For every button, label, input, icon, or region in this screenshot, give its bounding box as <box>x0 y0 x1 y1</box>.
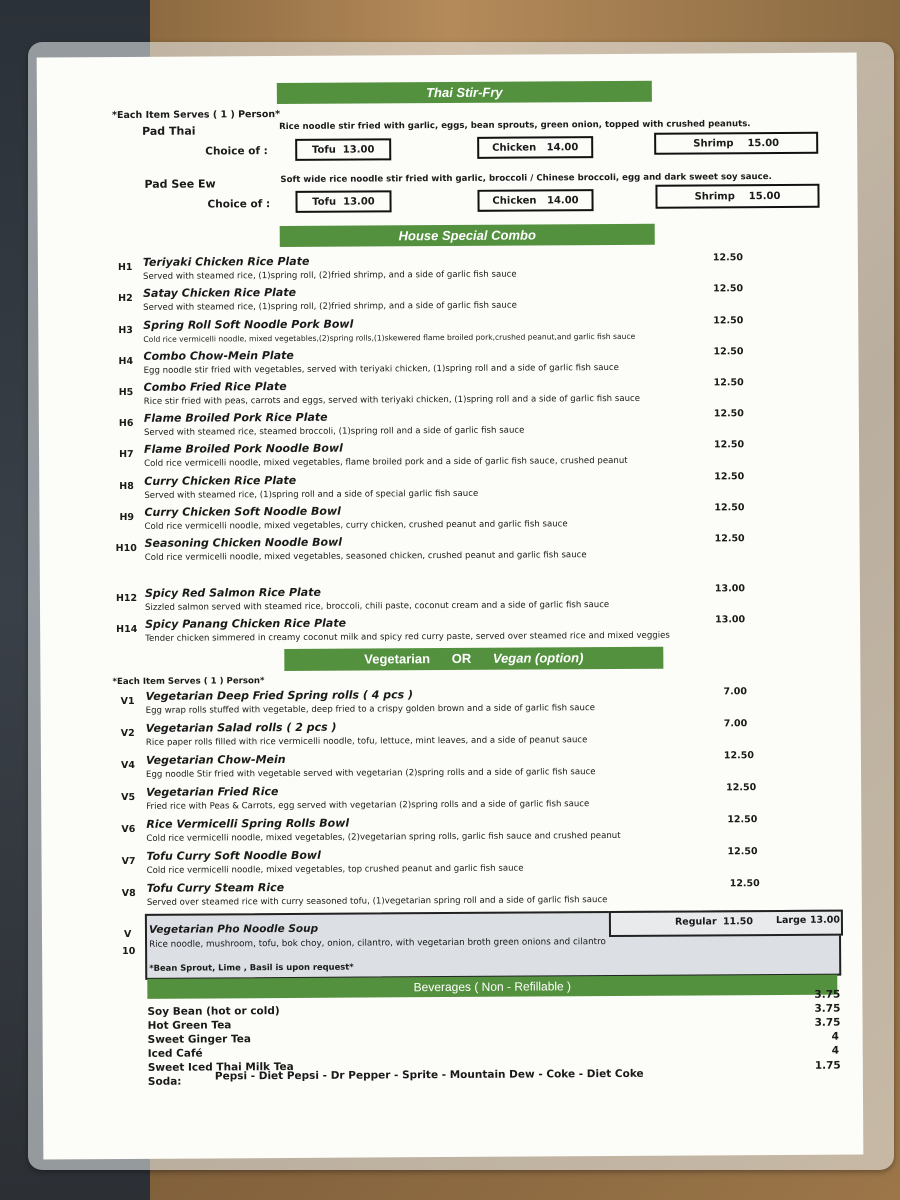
banner-vegan-option: Vegan (option) <box>492 650 584 666</box>
item-desc: Rice paper rolls filled with rice vermicelli noodle, tofu, lettuce, mint leaves, and a side of peanut sauce <box>145 735 588 748</box>
beverage-price: 1.75 <box>814 1059 841 1072</box>
beverage-hot-green-tea: Hot Green Tea <box>147 1019 232 1032</box>
item-code: V7 <box>121 855 136 868</box>
item-name: Satay Chicken Rice Plate <box>143 285 297 300</box>
item-name: Tofu Curry Steam Rice <box>146 881 285 895</box>
choice-price: 15.00 <box>747 137 780 149</box>
item-desc: Served with steamed rice, steamed broccoli, (1)spring roll and a side of garlic fish sauce <box>143 425 525 438</box>
item-price: 12.50 <box>712 252 743 264</box>
menu-item-h2 <box>38 283 858 320</box>
item-desc: Served with steamed rice, (1)spring roll, (2)fried shrimp, and a side of garlic fish sauce <box>142 269 517 282</box>
menu-item-v5 <box>41 781 861 818</box>
pho-code-top: V <box>123 928 132 940</box>
item-price: 12.50 <box>727 846 758 858</box>
item-code: H7 <box>119 448 134 461</box>
choice-pad-thai-tofu[interactable] <box>295 138 391 161</box>
beverage-price: 4 <box>831 1044 840 1057</box>
item-price: 12.50 <box>723 750 755 762</box>
banner-beverages-title: Beverages ( Non - Refillable ) <box>413 979 572 995</box>
item-name: Curry Chicken Soft Noodle Bowl <box>144 504 341 519</box>
menu-item-v1 <box>41 685 861 722</box>
pho-large-price: 13.00 <box>809 914 841 926</box>
item-price: 12.50 <box>713 315 744 327</box>
banner-vegetarian-title: Vegetarian <box>364 651 431 667</box>
banner-vegetarian-or: OR <box>451 650 472 666</box>
choice-pad-see-ew-tofu[interactable] <box>295 190 391 213</box>
menu-item-v7 <box>41 845 861 882</box>
item-price: 12.50 <box>713 439 745 451</box>
soda-list: Pepsi - Diet Pepsi - Dr Pepper - Sprite - Mountain Dew - Coke - Diet Coke <box>214 1067 644 1083</box>
item-code: H5 <box>118 386 134 399</box>
item-name: Vegetarian Fried Rice <box>146 785 279 799</box>
item-name: Flame Broiled Pork Rice Plate <box>143 410 328 425</box>
menu-item-h10 <box>40 532 860 569</box>
item-name: Tofu Curry Soft Noodle Bowl <box>146 848 321 863</box>
banner-house-special <box>280 224 655 247</box>
item-name: Vegetarian Chow-Mein <box>145 753 286 767</box>
item-price: 12.50 <box>713 283 744 295</box>
pho-regular-label: Regular <box>674 916 717 928</box>
choice-price: 13.00 <box>342 143 375 156</box>
choice-label-text: Tofu <box>312 196 337 208</box>
serves-note: *Each Item Serves ( 1 ) Person* <box>111 109 281 122</box>
item-price: 7.00 <box>723 686 748 698</box>
choice-pad-thai-shrimp[interactable] <box>654 132 818 155</box>
dish-desc-pad-see-ew: Soft wide rice noodle stir fried with garlic, broccoli / Chinese broccoli, egg and dark sweet soy sauce. <box>280 172 772 186</box>
item-desc: Served with steamed rice, (1)spring roll and a side of special garlic fish sauce <box>144 488 479 501</box>
item-price: 12.50 <box>714 533 745 545</box>
pho-large-label: Large <box>775 914 807 927</box>
item-desc: Cold rice vermicelli noodle, mixed vegetables, flame broiled pork and a side of garlic fish sauce, crushed peanut <box>144 455 628 469</box>
item-code: H4 <box>118 355 134 368</box>
soda-label: Soda: <box>147 1075 182 1088</box>
banner-vegetarian <box>284 647 663 671</box>
choice-price: 15.00 <box>748 190 781 202</box>
choice-pad-see-ew-chicken[interactable] <box>477 189 593 212</box>
serves-note-vegetarian: *Each Item Serves ( 1 ) Person* <box>112 676 265 688</box>
beverage-price: 3.75 <box>814 988 841 1001</box>
item-price: 12.50 <box>713 346 744 358</box>
choice-pad-thai-chicken[interactable] <box>477 136 593 159</box>
menu-item-h14 <box>40 613 860 650</box>
item-name: Teriyaki Chicken Rice Plate <box>142 254 310 269</box>
banner-thai-stir-fry <box>277 81 652 104</box>
item-name: Combo Chow-Mein Plate <box>143 348 294 363</box>
item-code: H9 <box>119 511 135 524</box>
beverage-price: 4 <box>831 1030 839 1043</box>
beverage-iced-cafe: Iced Café <box>147 1047 203 1060</box>
item-code: V2 <box>120 727 135 740</box>
item-price: 7.00 <box>723 718 748 730</box>
dish-name-pad-see-ew: Pad See Ew <box>144 177 216 191</box>
menu-item-v4 <box>41 749 861 786</box>
item-name: Vegetarian Salad rolls ( 2 pcs ) <box>145 720 337 735</box>
banner-beverages <box>147 975 837 999</box>
item-code: V5 <box>121 791 136 804</box>
item-desc: Egg noodle stir fried with vegetables, served with teriyaki chicken, (1)spring roll and a side of garlic fish sauce <box>143 362 619 376</box>
choice-price: 14.00 <box>546 141 579 153</box>
item-price: 12.50 <box>713 377 744 389</box>
pho-note: *Bean Sprout, Lime , Basil is upon request* <box>149 961 354 973</box>
item-desc: Served with steamed rice, (1)spring roll, (2)fried shrimp, and a side of garlic fish sauce <box>143 300 517 313</box>
pho-regular-price: 11.50 <box>722 916 754 928</box>
choice-price: 13.00 <box>343 195 375 208</box>
item-name: Rice Vermicelli Spring Rolls Bowl <box>146 816 350 831</box>
menu-page <box>37 53 864 1160</box>
item-code: H12 <box>115 592 138 605</box>
dish-desc-pad-thai: Rice noodle stir fried with garlic, eggs, bean sprouts, green onion, topped with crushed peanuts. <box>279 119 751 133</box>
choice-label-text: Chicken <box>492 194 537 207</box>
item-desc: Rice stir fried with peas, carrots and eggs, served with teriyaki chicken, (1)spring roll and a side of garlic fish sauce <box>143 393 641 407</box>
choice-label-text: Chicken <box>492 141 537 154</box>
item-desc: Cold rice vermicelli noodle, mixed vegetables,(2)spring rolls,(1)skewered flame broiled pork,crushed peanut,and garlic fish sauce <box>143 331 636 344</box>
menu-item-v6 <box>41 813 861 850</box>
banner-thai-stir-fry-title: Thai Stir-Fry <box>426 84 503 101</box>
item-desc: Tender chicken simmered in creamy coconut milk and spicy red curry paste, served over steamed rice and mixed veggies <box>145 630 670 644</box>
item-desc: Served over steamed rice with curry seasoned tofu, (1)vegetarian spring roll and a side of garlic fish sauce <box>146 895 608 908</box>
item-name: Combo Fried Rice Plate <box>143 379 287 394</box>
item-price: 12.50 <box>714 502 745 514</box>
item-code: V8 <box>121 887 136 900</box>
choice-label-text: Tofu <box>311 144 336 156</box>
item-price: 12.50 <box>727 814 758 826</box>
item-desc: Egg noodle Stir fried with vegetable served with vegetarian (2)spring rolls and a side of garlic fish sauce <box>145 767 596 780</box>
item-desc: Fried rice with Peas & Carrots, egg served with vegetarian (2)spring rolls and a side of garlic fish sauce <box>146 799 590 812</box>
item-code: H6 <box>118 417 134 430</box>
pho-size-prices <box>609 910 843 937</box>
choice-label: Choice of : <box>207 198 271 211</box>
menu-item-v2 <box>41 717 861 754</box>
item-price: 13.00 <box>714 583 745 595</box>
item-desc: Sizzled salmon served with steamed rice, broccoli, chili paste, coconut cream and a side of garlic fish sauce <box>144 600 610 613</box>
choice-price: 14.00 <box>546 194 579 206</box>
item-desc: Cold rice vermicelli noodle, mixed vegetables, top crushed peanut and garlic fish sauce <box>146 863 524 876</box>
item-name: Flame Broiled Pork Noodle Bowl <box>143 441 343 456</box>
choice-label: Choice of : <box>205 145 268 158</box>
item-code: V4 <box>120 759 135 772</box>
choice-label-text: Shrimp <box>694 190 735 202</box>
item-code: V1 <box>120 695 135 708</box>
item-desc: Cold rice vermicelli noodle, mixed vegetables, seasoned chicken, crushed peanut and garlic fish sauce <box>144 550 587 563</box>
item-code: H3 <box>118 324 133 337</box>
beverage-thai-milk-tea: Sweet Iced Thai Milk Tea <box>147 1060 294 1074</box>
beverage-price: 3.75 <box>814 1002 841 1015</box>
item-name: Curry Chicken Rice Plate <box>144 473 297 488</box>
beverage-price: 3.75 <box>814 1016 841 1029</box>
menu-item-v8 <box>42 877 862 914</box>
item-price: 12.50 <box>714 471 745 483</box>
item-name: Spicy Panang Chicken Rice Plate <box>145 616 347 631</box>
pho-code-bottom: 10 <box>122 945 136 958</box>
item-price: 12.50 <box>713 408 744 420</box>
item-code: H2 <box>118 292 133 305</box>
item-name: Vegetarian Deep Fried Spring rolls ( 4 pcs ) <box>145 688 414 703</box>
item-price: 13.00 <box>715 614 746 626</box>
choice-pad-see-ew-shrimp[interactable] <box>655 184 819 209</box>
beverage-sweet-ginger-tea: Sweet Ginger Tea <box>147 1033 252 1046</box>
beverage-soy-bean: Soy Bean (hot or cold) <box>147 1005 280 1018</box>
item-code: H8 <box>119 480 134 493</box>
item-desc: Cold rice vermicelli noodle, mixed vegetables, curry chicken, crushed peanut and garlic fish sauce <box>144 519 568 532</box>
item-code: V6 <box>121 823 136 836</box>
pho-desc: Rice noodle, mushroom, tofu, bok choy, onion, cilantro, with vegetarian broth green onions and cilantro <box>149 937 606 950</box>
item-price: 12.50 <box>726 782 757 794</box>
item-name: Spicy Red Salmon Rice Plate <box>144 585 321 600</box>
menu-item-h7 <box>39 438 859 475</box>
item-price: 12.50 <box>729 878 760 890</box>
banner-house-special-title: House Special Combo <box>398 227 536 244</box>
vegetarian-pho-box <box>145 910 841 980</box>
item-desc: Cold rice vermicelli noodle, mixed vegetables, (2)vegetarian spring rolls, garlic fish sauce and crushed peanut <box>146 830 621 844</box>
item-code: H1 <box>117 261 133 274</box>
item-name: Spring Roll Soft Noodle Pork Bowl <box>143 317 354 332</box>
item-code: H14 <box>116 623 138 636</box>
item-desc: Egg wrap rolls stuffed with vegetable, deep fried to a crispy golden brown and a side of garlic fish sauce <box>145 703 596 716</box>
pho-name: Vegetarian Pho Noodle Soup <box>148 922 319 936</box>
dish-name-pad-thai: Pad Thai <box>142 124 196 138</box>
item-name: Seasoning Chicken Noodle Bowl <box>144 535 343 550</box>
item-code: H10 <box>115 542 137 555</box>
choice-label-text: Shrimp <box>693 137 734 150</box>
